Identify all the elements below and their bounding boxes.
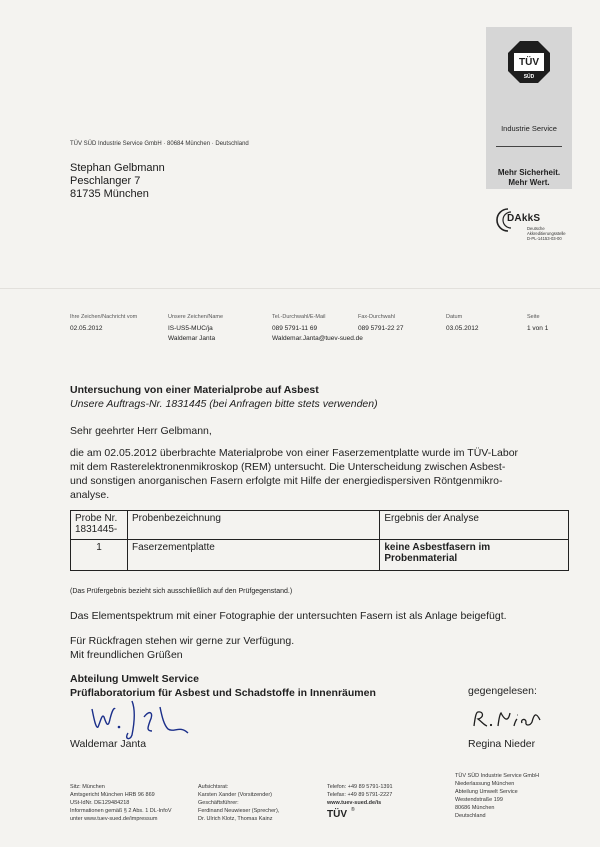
fax-label: Fax-Durchwahl — [358, 314, 395, 320]
footer-line: Westendstraße 199 — [455, 797, 503, 803]
logo-text: TÜV — [519, 57, 539, 68]
footer-line: unter www.tuev-sued.de/impressum — [70, 816, 158, 822]
salutation: Sehr geehrter Herr Gelbmann, — [70, 425, 212, 437]
countersigned-label: gegengelesen: — [468, 685, 537, 697]
footer-line: Informationen gemäß § 2 Abs. 1 DL-InfoV — [70, 808, 172, 814]
cell-name: Faserzementplatte — [127, 540, 379, 571]
email-value: Waldemar.Janta@tuev-sued.de — [272, 335, 363, 342]
recipient-street: Peschlanger 7 — [70, 175, 141, 187]
signature-janta — [88, 695, 198, 743]
signer-1-name: Waldemar Janta — [70, 738, 147, 750]
our-ref-value: IS-US5-MUC/ja — [168, 325, 213, 332]
footer-tuv-logo: TÜV — [327, 809, 347, 820]
page-label: Seite — [527, 314, 540, 320]
table-header-row — [71, 511, 569, 540]
footer-line: Ferdinand Neuwieser (Sprecher), — [198, 808, 280, 814]
paragraph-line: mit dem Rasterelektronenmikroskop (REM) untersucht. Die Unterscheidung zwischen Asbest- — [70, 461, 506, 473]
footer-board-info — [198, 783, 279, 823]
brand-slogan — [486, 168, 572, 188]
letter-subject: Untersuchung von einer Materialprobe auf Asbest — [70, 384, 319, 396]
brand-divider — [496, 146, 562, 147]
footer-line: Telefax: +49 89 5791-2227 — [327, 792, 393, 798]
your-ref-label: Ihre Zeichen/Nachricht vom — [70, 314, 138, 320]
dakks-line: D-PL-14153-03-00 — [527, 236, 562, 241]
page-value: 1 von 1 — [527, 325, 549, 332]
department-line: Abteilung Umwelt Service — [70, 673, 199, 685]
footer-line: Telefon: +49 89 5791-1391 — [327, 784, 393, 790]
signer-2-name: Regina Nieder — [468, 738, 536, 750]
footer-line: Aufsichtsrat: — [198, 784, 229, 790]
dakks-line: Deutsche — [527, 226, 545, 231]
footer-line: 80686 München — [455, 805, 495, 811]
your-ref-value: 02.05.2012 — [70, 325, 103, 332]
header-cell: Probenbezeichnung — [127, 511, 379, 540]
footer-line: Deutschland — [455, 813, 486, 819]
logo-subtext: SÜD — [523, 74, 535, 80]
results-table — [70, 510, 569, 571]
footer-line: Abteilung Umwelt Service — [455, 789, 518, 795]
dakks-name: DAkkS — [507, 213, 541, 224]
brand-service-label: Industrie Service — [501, 124, 557, 133]
order-number: Unsere Auftrags-Nr. 1831445 (bei Anfragen bitte stets verwenden) — [70, 398, 378, 410]
footer-line: Karsten Xander (Vorsitzender) — [198, 792, 272, 798]
footer-website-link[interactable]: www.tuev-sued.de/is — [327, 800, 382, 806]
our-ref-label: Unsere Zeichen/Name — [168, 314, 224, 320]
paragraph-line: und sonstigen anorganischen Fasern erfolgte mit Hilfe der energiedispersiven Röntgenmikro- — [70, 475, 503, 487]
footer-line: Dr. Ulrich Klotz, Thomas Kainz — [198, 816, 273, 822]
signature-nieder — [470, 708, 542, 730]
paragraph-1 — [70, 446, 570, 502]
dakks-details — [527, 226, 566, 241]
slogan-line: Mehr Sicherheit. — [497, 168, 561, 177]
phone-value: 089 5791-11 69 — [272, 325, 318, 332]
our-ref-name: Waldemar Janta — [168, 335, 216, 342]
footer-branch-address — [455, 772, 539, 820]
disclaimer: (Das Prüfergebnis bezieht sich ausschließlich auf den Prüfgegenstand.) — [70, 588, 293, 595]
fax-value: 089 5791-22 27 — [358, 325, 404, 332]
paragraph-line: die am 02.05.2012 überbrachte Materialprobe von einer Faserzementplatte wurde im TÜV-Labor — [70, 447, 519, 459]
header-cell: Ergebnis der Analyse — [380, 511, 569, 540]
cell-result: keine Asbestfasern im Probenmaterial — [380, 540, 569, 571]
date-value: 03.05.2012 — [446, 325, 479, 332]
paragraph-line: analyse. — [70, 489, 110, 501]
date-label: Datum — [446, 314, 463, 320]
cell-nr: 1 — [71, 540, 128, 571]
footer-line: TÜV SÜD Industrie Service GmbH — [455, 773, 540, 779]
footer-line: USt-IdNr. DE129484218 — [70, 800, 130, 806]
table-row — [71, 540, 569, 571]
fold-line — [0, 288, 600, 289]
recipient-city: 81735 München — [70, 188, 149, 200]
header-cell: Probe Nr. 1831445- — [71, 511, 128, 540]
footer-contact-info — [327, 783, 393, 807]
slogan-line: Mehr Wert. — [508, 178, 550, 187]
footer-line: Sitz: München — [70, 784, 105, 790]
phone-label: Tel.-Durchwahl/E-Mail — [272, 314, 326, 320]
registered-mark-icon: ® — [351, 807, 355, 813]
tuv-octagon-logo — [507, 40, 551, 84]
paragraph-2: Das Elementspektrum mit einer Fotographie der untersuchten Fasern ist als Anlage beigefügt. — [70, 610, 507, 622]
paragraph-3 — [70, 634, 294, 662]
paragraph-line: Mit freundlichen Grüßen — [70, 649, 183, 661]
sender-line: TÜV SÜD Industrie Service GmbH · 80684 München · Deutschland — [70, 141, 249, 147]
department-line: Prüflaboratorium für Asbest und Schadstoffe in Innenräumen — [70, 687, 376, 699]
brand-panel — [486, 27, 572, 189]
footer-line: Amtsgericht München HRB 96 869 — [70, 792, 155, 798]
paragraph-line: Für Rückfragen stehen wir gerne zur Verfügung. — [70, 635, 295, 647]
footer-line: Geschäftsführer: — [198, 800, 239, 806]
footer-company-info — [70, 783, 172, 823]
recipient-name: Stephan Gelbmann — [70, 162, 165, 174]
footer-line: Niederlassung München — [455, 781, 515, 787]
dakks-line: Akkreditierungsstelle — [527, 231, 566, 236]
